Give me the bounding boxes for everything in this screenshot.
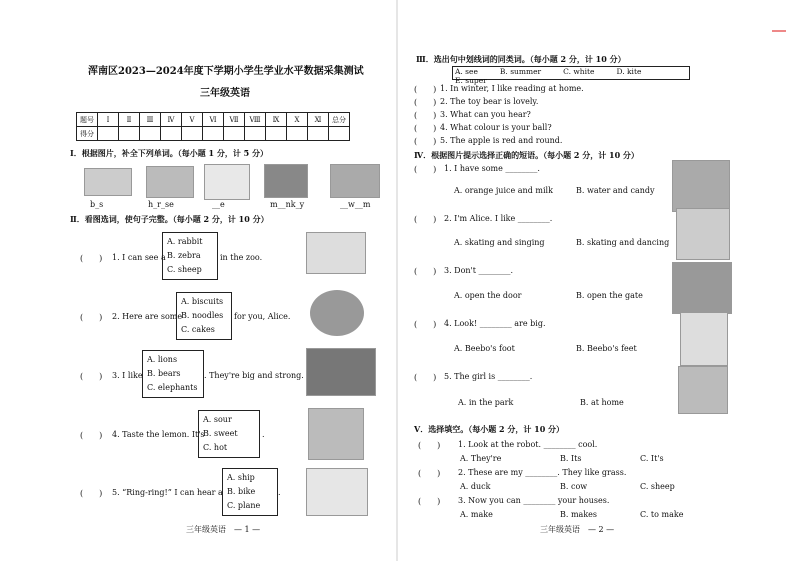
question-stem: 2. Here are some — [112, 312, 183, 321]
option-c[interactable]: C. sheep — [167, 265, 202, 274]
score-cell[interactable] — [182, 127, 203, 141]
answer-paren[interactable]: ( ) — [414, 165, 437, 174]
answer-paren[interactable]: ( ) — [80, 313, 103, 322]
bank-option: B. summer — [499, 67, 542, 76]
score-table-header: Ⅸ — [266, 113, 287, 127]
section1-title: Ⅰ．根据图片，补全下列单词。（每小题 1 分，计 5 分） — [70, 148, 269, 158]
option-a[interactable]: A. ship — [227, 473, 255, 482]
score-table — [76, 112, 350, 141]
answer-paren[interactable]: ( ) — [418, 469, 441, 478]
option-b[interactable]: B. zebra — [167, 251, 201, 260]
question-stem: 4. Look! ________ are big. — [444, 319, 546, 328]
choice-box — [222, 468, 278, 516]
swim-image — [330, 164, 380, 198]
choice-box — [142, 350, 204, 398]
option-b[interactable]: B. Its — [560, 454, 582, 463]
answer-paren[interactable]: ( ) — [414, 320, 437, 329]
exam-title: 浑南区2023—2024年度下学期小学生学业水平数据采集测试 — [88, 66, 364, 77]
question-stem: 3. I like — [112, 371, 143, 380]
footer-right: 三年级英语 — 2 — — [540, 525, 615, 534]
question-stem: 3. Don't ________. — [444, 266, 514, 275]
word-blank-3[interactable]: __e — [212, 200, 225, 209]
bank-option: A. see — [455, 67, 478, 76]
score-table-header: Ⅱ — [119, 113, 140, 127]
answer-paren[interactable]: ( ) — [414, 137, 437, 146]
score-cell[interactable] — [161, 127, 182, 141]
question-stem: 1. I can see a — [112, 253, 166, 262]
answer-paren[interactable]: ( ) — [418, 497, 441, 506]
choice-box — [162, 232, 218, 280]
girl-park-image — [678, 366, 728, 414]
option-a[interactable]: A. skating and singing — [454, 238, 545, 247]
sentence: 1. In winter, I like reading at home. — [440, 84, 584, 93]
sentence: 4. What colour is your ball? — [440, 123, 552, 132]
option-c[interactable]: C. sheep — [640, 482, 675, 491]
question-stem: 1. I have some ________. — [444, 164, 540, 173]
option-a[interactable]: A. open the door — [454, 291, 522, 300]
score-table-header: Ⅺ — [308, 113, 329, 127]
question-stem: 2. I'm Alice. I like ________. — [444, 214, 553, 223]
bus-image — [84, 168, 132, 196]
score-table-header: Ⅳ — [161, 113, 182, 127]
option-c[interactable]: C. cakes — [181, 325, 215, 334]
question-stem: 5. The girl is ________. — [444, 372, 533, 381]
word-blank-1[interactable]: b_s — [90, 200, 104, 209]
monkey-image — [264, 164, 308, 198]
question-stem: 2. These are my ________. They like grass. — [458, 468, 627, 477]
answer-paren[interactable]: ( ) — [414, 85, 437, 94]
score-cell[interactable] — [329, 127, 350, 141]
horse-image — [146, 166, 194, 198]
choice-box — [176, 292, 232, 340]
question-stem: 4. Taste the lemon. It's — [112, 430, 205, 439]
score-cell[interactable] — [245, 127, 266, 141]
score-table-header: Ⅴ — [182, 113, 203, 127]
option-a[interactable]: A. sour — [203, 415, 232, 424]
question-tail: in the zoo. — [220, 253, 263, 262]
score-table-header: Ⅵ — [203, 113, 224, 127]
elephant-image — [306, 348, 376, 396]
option-a[interactable]: A. make — [460, 510, 493, 519]
choice-box — [198, 410, 260, 458]
option-a[interactable]: A. biscuits — [181, 297, 224, 306]
option-c[interactable]: C. plane — [227, 501, 261, 510]
answer-paren[interactable]: ( ) — [414, 98, 437, 107]
score-table-header: Ⅰ — [98, 113, 119, 127]
score-table-header: Ⅲ — [140, 113, 161, 127]
sentence: 3. What can you hear? — [440, 110, 531, 119]
question-stem: 3. Now you can ________ your houses. — [458, 496, 610, 505]
option-b[interactable]: B. makes — [560, 510, 598, 519]
option-a[interactable]: A. rabbit — [167, 237, 203, 246]
option-b[interactable]: B. skating and dancing — [576, 238, 670, 247]
section4-title: Ⅳ．根据图片提示选择正确的短语。（每小题 2 分，计 10 分） — [414, 150, 639, 160]
question-tail: . They're big and strong. — [204, 371, 304, 380]
option-b[interactable]: B. bears — [147, 369, 181, 378]
option-c[interactable]: C. elephants — [147, 383, 198, 392]
option-b[interactable]: B. water and candy — [576, 186, 655, 195]
section5-title: Ⅴ．选择填空。（每小题 2 分，计 10 分） — [414, 424, 565, 434]
section3-title: Ⅲ．选出句中划线词的同类词。（每小题 2 分，计 10 分） — [416, 54, 626, 64]
score-table-label: 题号 — [77, 113, 98, 127]
score-cell[interactable] — [224, 127, 245, 141]
answer-paren[interactable]: ( ) — [80, 372, 103, 381]
answer-paren[interactable]: ( ) — [414, 267, 437, 276]
option-b[interactable]: B. bike — [227, 487, 256, 496]
bike-image — [306, 468, 368, 516]
word-blank-4[interactable]: m__nk_y — [270, 200, 305, 209]
footer-left: 三年级英语 — 1 — — [186, 525, 261, 534]
sentence: 5. The apple is red and round. — [440, 136, 563, 145]
score-cell[interactable] — [287, 127, 308, 141]
option-c[interactable]: C. to make — [640, 510, 684, 519]
score-cell[interactable] — [98, 127, 119, 141]
option-b[interactable]: B. open the gate — [576, 291, 643, 300]
corner-mark — [772, 30, 786, 32]
score-cell[interactable] — [266, 127, 287, 141]
option-c[interactable]: C. It's — [640, 454, 664, 463]
option-a[interactable]: A. duck — [460, 482, 491, 491]
question-stem: 5. “Ring-ring!” I can hear a — [112, 488, 223, 497]
alice-image — [676, 208, 730, 260]
bank-option: D. kite — [616, 67, 642, 76]
score-table-header: Ⅶ — [224, 113, 245, 127]
question-stem: 1. Look at the robot. ________ cool. — [458, 440, 598, 449]
option-b[interactable]: B. cow — [560, 482, 588, 491]
word-blank-5[interactable]: __w__m — [340, 200, 371, 209]
option-b[interactable]: B. at home — [580, 398, 624, 407]
answer-paren[interactable]: ( ) — [414, 215, 437, 224]
option-a[interactable]: A. in the park — [458, 398, 514, 407]
lemon-face-image — [308, 408, 364, 460]
option-c[interactable]: C. hot — [203, 443, 228, 452]
section2-title: Ⅱ．看图选词，使句子完整。（每小题 2 分，计 10 分） — [70, 214, 269, 224]
option-b[interactable]: B. sweet — [203, 429, 238, 438]
beebo-image — [680, 312, 728, 366]
page-fold — [396, 0, 398, 561]
gate-image — [672, 262, 732, 314]
answer-paren[interactable]: ( ) — [414, 373, 437, 382]
option-a[interactable]: A. Beebo's foot — [454, 344, 515, 353]
question-tail: . — [278, 488, 281, 497]
score-cell[interactable] — [203, 127, 224, 141]
score-cell[interactable] — [119, 127, 140, 141]
option-b[interactable]: B. Beebo's feet — [576, 344, 637, 353]
score-table-header: Ⅹ — [287, 113, 308, 127]
sentence: 2. The toy bear is lovely. — [440, 97, 539, 106]
bank-option: C. white — [563, 67, 595, 76]
answer-paren[interactable]: ( ) — [80, 254, 103, 263]
answer-paren[interactable]: ( ) — [418, 441, 441, 450]
option-a[interactable]: A. lions — [147, 355, 178, 364]
bank-option: E. super — [455, 76, 487, 85]
arm-image — [204, 164, 250, 200]
zoo-image — [306, 232, 366, 274]
noodles-image — [310, 290, 364, 336]
drinks-image — [672, 160, 730, 212]
answer-paren[interactable]: ( ) — [414, 111, 437, 120]
option-a[interactable]: A. They're — [460, 454, 502, 463]
answer-paren[interactable]: ( ) — [414, 124, 437, 133]
exam-subtitle: 三年级英语 — [200, 88, 250, 99]
answer-paren[interactable]: ( ) — [80, 431, 103, 440]
question-tail: . — [262, 430, 265, 439]
score-cell[interactable] — [308, 127, 329, 141]
score-cell[interactable] — [140, 127, 161, 141]
question-tail: for you, Alice. — [234, 312, 291, 321]
score-table-header: 总分 — [329, 113, 350, 127]
word-blank-2[interactable]: h_r_se — [148, 200, 174, 209]
score-table-header: Ⅷ — [245, 113, 266, 127]
answer-paren[interactable]: ( ) — [80, 489, 103, 498]
option-a[interactable]: A. orange juice and milk — [454, 186, 553, 195]
word-bank — [452, 66, 690, 85]
score-row-label: 得分 — [77, 127, 98, 141]
option-b[interactable]: B. noodles — [181, 311, 224, 320]
